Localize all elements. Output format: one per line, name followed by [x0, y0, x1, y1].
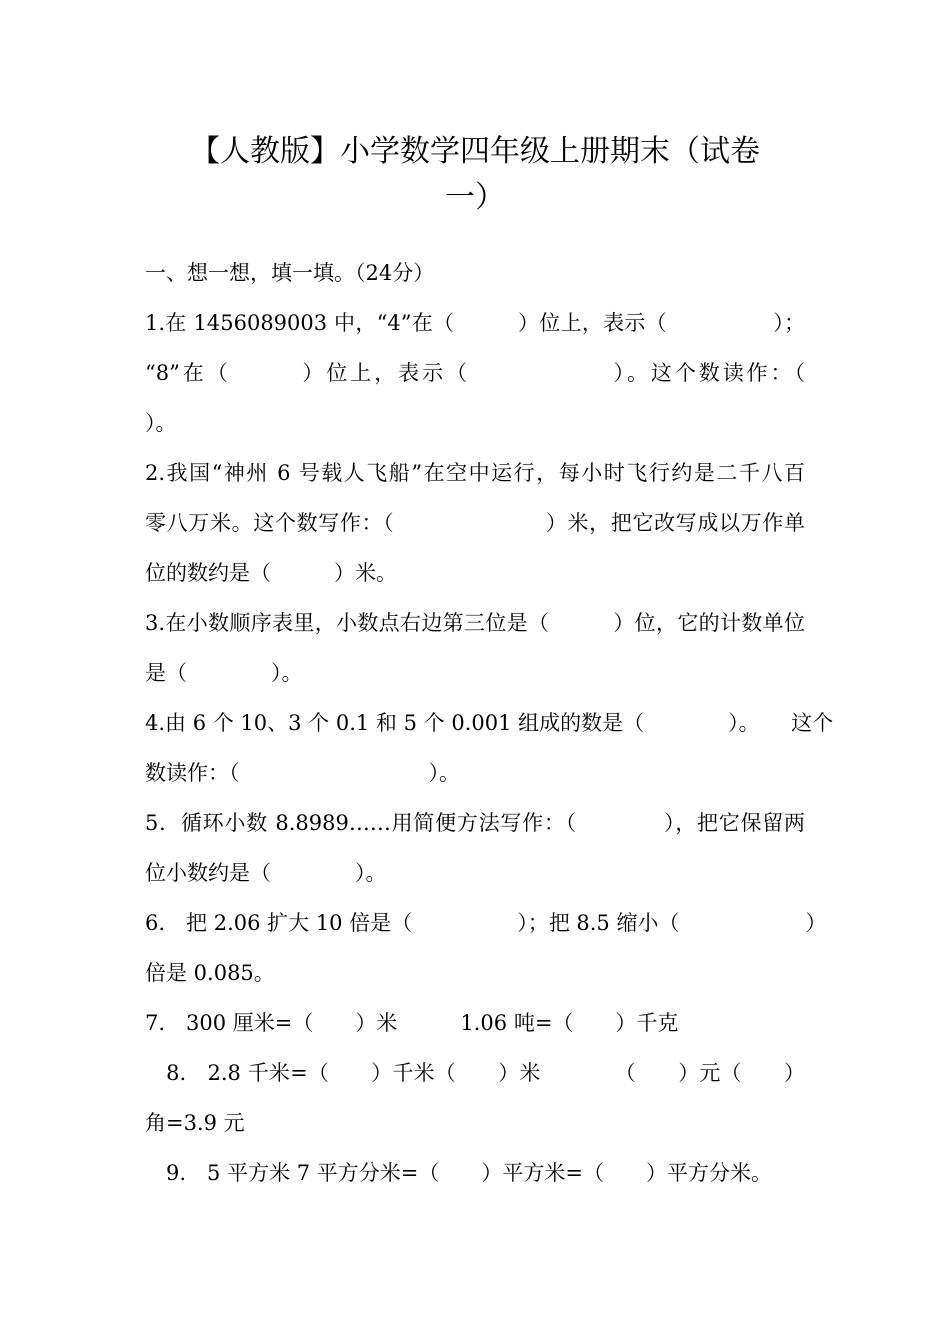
question-4-line-1: 4.由 6 个 10、3 个 0.1 和 5 个 0.001 组成的数是（ ）。 这个	[145, 711, 834, 735]
question-8-line-2: 角=3.9 元	[145, 1111, 245, 1135]
question-1-line-2: “8”在（ ）位上，表示（ ）。这个数读作：（	[145, 361, 805, 385]
question-9-line-1: 9. 5 平方米 7 平方分米=（ ）平方米=（ ）平方分米。	[145, 1161, 772, 1185]
question-6-line-2: 倍是 0.085。	[145, 961, 275, 985]
question-7-line-1: 7. 300 厘米=（ ）米 1.06 吨=（ ）千克	[145, 1011, 679, 1035]
section-heading: 一、想一想，填一填。（24分）	[145, 261, 435, 285]
question-8-line-1: 8. 2.8 千米=（ ）千米（ ）米 （ ）元（ ）	[145, 1061, 805, 1085]
question-4-line-2: 数读作：（ ）。	[145, 761, 460, 785]
question-6-line-1: 6. 把 2.06 扩大 10 倍是（ ）；把 8.5 缩小（ ）	[145, 911, 827, 935]
question-2-line-2: 零八万米。这个数写作：（ ）米，把它改写成以万作单	[145, 511, 805, 535]
question-5-line-1: 5．循环小数 8.8989……用简便方法写作：（ ），把它保留两	[145, 811, 805, 835]
question-3-line-2: 是（ ）。	[145, 661, 303, 685]
document-title-line-2: 一）	[445, 180, 505, 215]
question-1-line-1: 1.在 1456089003 中，“4”在（ ）位上，表示（ ）；	[145, 311, 805, 335]
question-3-line-1: 3.在小数顺序表里，小数点右边第三位是（ ）位，它的计数单位	[145, 611, 805, 635]
question-1-line-3: ）。	[145, 411, 177, 435]
document-title-line-1: 【人教版】小学数学四年级上册期末（试卷	[190, 134, 760, 169]
question-2-line-1: 2.我国“神州 6 号载人飞船”在空中运行，每小时飞行约是二千八百	[145, 461, 805, 485]
question-2-line-3: 位的数约是（ ）米。	[145, 561, 397, 585]
question-5-line-2: 位小数约是（ ）。	[145, 861, 387, 885]
